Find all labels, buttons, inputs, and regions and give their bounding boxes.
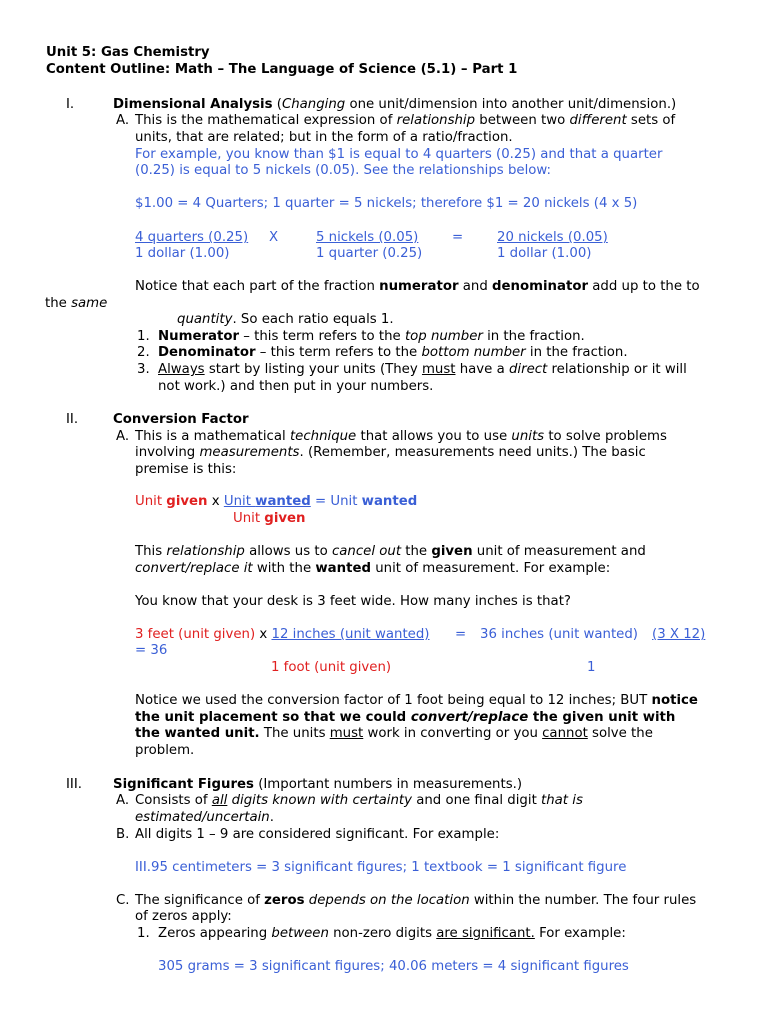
s3-a-label: A. xyxy=(116,793,130,808)
section-3-number: III. xyxy=(66,777,82,792)
s1-item-2-number: 2. xyxy=(137,345,150,360)
s1-money-equation: $1.00 = 4 Quarters; 1 quarter = 5 nickels; therefore $1 = 20 nickels (4 x 5) xyxy=(135,196,638,211)
s3-b-line1: All digits 1 – 9 are considered significant. For example: xyxy=(135,827,500,842)
s2-example-denominator-2: 1 xyxy=(587,660,596,675)
s1-a-line1: This is the mathematical expression of relationship between two different sets of xyxy=(135,113,676,128)
fraction-3-denominator: 1 dollar (1.00) xyxy=(497,246,592,261)
content-outline-title: Content Outline: Math – The Language of Science (5.1) – Part 1 xyxy=(46,62,518,77)
s1-notice-line3: quantity. So each ratio equals 1. xyxy=(177,312,394,327)
s3-c-line1: The significance of zeros depends on the location within the number. The four rules xyxy=(135,893,697,908)
s3-c-rule-1-example: 305 grams = 3 significant figures; 40.06 meters = 4 significant figures xyxy=(158,959,629,974)
unit-title: Unit 5: Gas Chemistry xyxy=(46,45,210,60)
s2-example-equation: 3 feet (unit given) x 12 inches (unit wanted) xyxy=(135,627,430,642)
section-3-heading: Significant Figures (Important numbers in measurements.) xyxy=(113,777,523,792)
s3-b-label: B. xyxy=(116,827,130,842)
s1-item-1-numerator: Numerator – this term refers to the top number in the fraction. xyxy=(158,329,585,344)
s1-item-3-number: 3. xyxy=(137,362,150,377)
conversion-formula: Unit given x Unit wanted = Unit wanted xyxy=(135,494,418,509)
s2-a-line3: premise is this: xyxy=(135,462,237,477)
s3-a-line1: Consists of all digits known with certainty and one final digit that is xyxy=(135,793,583,808)
fraction-1-numerator: 4 quarters (0.25) xyxy=(135,230,249,245)
s3-c-line2: of zeros apply: xyxy=(135,909,232,924)
s1-notice-line2: the same xyxy=(45,296,108,311)
s1-example-line2: (0.25) is equal to 5 nickels (0.05). See the relationships below: xyxy=(135,163,552,178)
s3-a-line2: estimated/uncertain. xyxy=(135,810,274,825)
fraction-1-denominator: 1 dollar (1.00) xyxy=(135,246,230,261)
s2-relationship-line2: convert/replace it with the wanted unit of measurement. For example: xyxy=(135,561,611,576)
s2-relationship-line1: This relationship allows us to cancel out the given unit of measurement and xyxy=(135,544,646,559)
equals-sign: = xyxy=(452,230,464,245)
s2-a-label: A. xyxy=(116,429,130,444)
fraction-2-denominator: 1 quarter (0.25) xyxy=(316,246,423,261)
section-2-number: II. xyxy=(66,412,79,427)
s2-notice-line2: the unit placement so that we could convert/replace the given unit with xyxy=(135,710,676,725)
s1-item-2-denominator: Denominator – this term refers to the bottom number in the fraction. xyxy=(158,345,628,360)
s2-notice-line3: the wanted unit. The units must work in converting or you cannot solve the xyxy=(135,726,653,741)
s1-item-3-units: Always start by listing your units (They must have a direct relationship or it will xyxy=(158,362,687,377)
s2-notice-line4: problem. xyxy=(135,743,195,758)
s2-a-line2: involving measurements. (Remember, measurements need units.) The basic xyxy=(135,445,646,460)
s1-example-line1: For example, you know than $1 is equal to 4 quarters (0.25) and that a quarter xyxy=(135,147,663,162)
times-sign: X xyxy=(269,230,279,245)
s1-notice-line1: Notice that each part of the fraction numerator and denominator add up to the to xyxy=(135,279,700,294)
s2-example-equals: = xyxy=(455,627,467,642)
section-1-number: I. xyxy=(66,97,75,112)
s2-desk-question: You know that your desk is 3 feet wide. How many inches is that? xyxy=(135,594,571,609)
s1-a-line2: units, that are related; but in the form of a ratio/fraction. xyxy=(135,130,513,145)
s3-c-label: C. xyxy=(116,893,130,908)
fraction-2-numerator: 5 nickels (0.05) xyxy=(316,230,419,245)
s3-c-rule-1-number: 1. xyxy=(137,926,150,941)
s3-c-rule-1: Zeros appearing between non-zero digits are significant. For example: xyxy=(158,926,626,941)
s3-b-example: III.95 centimeters = 3 significant figures; 1 textbook = 1 significant figure xyxy=(135,860,627,875)
s2-a-line1: This is a mathematical technique that allows you to use units to solve problems xyxy=(135,429,667,444)
s2-example-calc: (3 X 12) xyxy=(652,627,706,642)
fraction-3-numerator: 20 nickels (0.05) xyxy=(497,230,608,245)
s2-example-calc-result: = 36 xyxy=(135,643,168,658)
s1-a-label: A. xyxy=(116,113,130,128)
s2-example-denominator-1: 1 foot (unit given) xyxy=(271,660,392,675)
s1-item-1-number: 1. xyxy=(137,329,150,344)
conversion-formula-denominator: Unit given xyxy=(233,511,306,526)
s2-example-result: 36 inches (unit wanted) xyxy=(480,627,638,642)
section-1-heading: Dimensional Analysis (Changing one unit/dimension into another unit/dimension.) xyxy=(113,97,677,112)
s1-item-3-line2: not work.) and then put in your numbers. xyxy=(158,379,434,394)
section-2-heading: Conversion Factor xyxy=(113,412,249,427)
s2-notice-line1: Notice we used the conversion factor of 1 foot being equal to 12 inches; BUT notice xyxy=(135,693,698,708)
